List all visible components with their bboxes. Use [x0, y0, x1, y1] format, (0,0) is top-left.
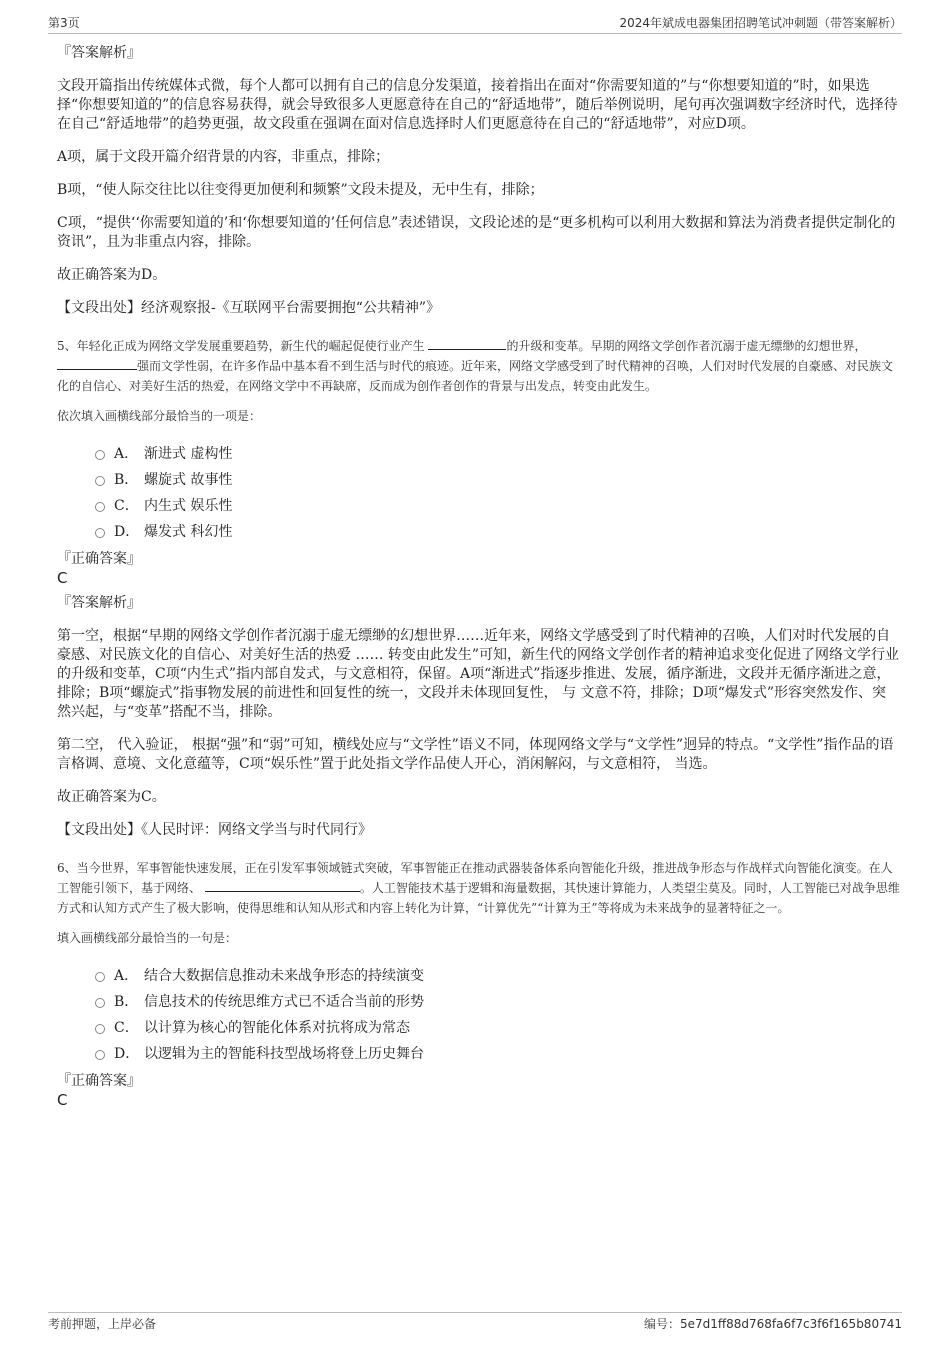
analysis-paragraph: 文段开篇指出传统媒体式微，每个人都可以拥有自己的信息分发渠道，接着指出在面对“你需要知道的”与“你想要知道的”时，如果选择“你想要知道的”的信息容易获得，就会导致很多人更愿意待在自己的“舒适地带”，随后举例说明，尾句再次强调数字经济时代，选择待在自己“舒适地带”的趋势更强，故文段重在强调在面对信息选择时人们更愿意待在自己的“舒适地带”，对应D项。: [57, 78, 898, 132]
correct-answer-statement: 故正确答案为C。: [57, 789, 166, 805]
radio-icon[interactable]: [95, 450, 105, 460]
analysis-label: 『答案解析』: [57, 45, 141, 61]
analysis-paragraph: C项，“提供‘‘你需要知道的’和‘你想要知道的’任何信息”表述错误，文段论述的是“更多机构可以利用大数据和算法为消费者提供定制化的资讯”，且为非重点内容，排除。: [57, 215, 896, 250]
option-a[interactable]: A． 结合大数据信息推动未来战争形态的持续演变: [95, 962, 900, 988]
radio-icon[interactable]: [95, 502, 105, 512]
correct-answer-value: C: [57, 1091, 68, 1109]
source-citation: 【文段出处】《人民时评：网络文学当与时代同行》: [57, 822, 372, 838]
question-stem: 5、年轻化正成为网络文学发展重要趋势，新生代的崛起促使行业产生 的升级和变革。早期的网络文学创作者沉溺于虚无缥缈的幻想世界， 强而文学性弱，在许多作品中基本看不到生活与时代的痕迹。近年来，网络文学感受到了时代精神的召唤，人们对时代发展的自豪感、对民族文化的自信心、对美好生活的热爱，在网络文学中不再缺席，反而成为创作者创作的背景与出发点，转变由此发生。: [57, 339, 894, 393]
radio-icon[interactable]: [95, 972, 105, 982]
options-list: [95, 962, 900, 1066]
radio-icon[interactable]: [95, 476, 105, 486]
radio-icon[interactable]: [95, 998, 105, 1008]
option-c[interactable]: C． 内生式 娱乐性: [95, 492, 900, 518]
radio-icon[interactable]: [95, 1050, 105, 1060]
question-prompt: 填入画横线部分最恰当的一句是：: [57, 931, 238, 945]
option-b[interactable]: B． 螺旋式 故事性: [95, 466, 900, 492]
question-prompt: 依次填入画横线部分最恰当的一项是：: [57, 409, 262, 423]
analysis-label: 『答案解析』: [57, 595, 141, 611]
document-title: 2024年斌成电器集团招聘笔试冲刺题（带答案解析）: [619, 16, 902, 30]
option-c[interactable]: C． 以计算为核心的智能化体系对抗将成为常态: [95, 1014, 900, 1040]
option-d[interactable]: D． 以逻辑为主的智能科技型战场将登上历史舞台: [95, 1040, 900, 1066]
page-number: 第3页: [48, 16, 80, 30]
option-a[interactable]: A． 渐进式 虚构性: [95, 440, 900, 466]
page-footer: [48, 1312, 902, 1334]
analysis-paragraph: 第一空，根据“早期的网络文学创作者沉溺于虚无缥缈的幻想世界……近年来，网络文学感受到了时代精神的召唤，人们对时代发展的自豪感、对民族文化的自信心、对美好生活的热爱 …… 转变由此发生”可知，新生代的网络文学创作者的精神追求变化促进了网络文学行业的升级和变革，C项“内生式”指内部自发式，与文意相符，保留。A项“渐进式”指逐步推进、发展，循序渐进，文段并无循序渐进之意，排除；B项“螺旋式”指事物发展的前进性和回复性的统一，文段并未体现回复性， 与 文意不符，排除；D项“爆发式”形容突然发作、突然兴起，与“变革”搭配不当，排除。: [57, 628, 900, 720]
option-b[interactable]: B． 信息技术的传统思维方式已不适合当前的形势: [95, 988, 900, 1014]
correct-answer-label: 『正确答案』: [57, 551, 141, 567]
radio-icon[interactable]: [95, 528, 105, 538]
document-body: [57, 44, 900, 1116]
question-stem: 6、当今世界，军事智能快速发展，正在引发军事领域链式突破，军事智能正在推动武器装备体系向智能化升级，推进战争形态与作战样式向智能化演变。在人工智能引领下，基于网络、 。人工智能技术基于逻辑和海量数据，其快速计算能力，人类望尘莫及。同时，人工智能已对战争思维方式和认知方式产生了极大影响，使得思维和认知从形式和内容上转化为计算，“计算优先”“计算为王”等将成为未来战争的显著特征之一。: [57, 861, 900, 915]
analysis-paragraph: 第二空， 代入验证， 根据“强”和“弱”可知，横线处应与“文学性”语义不同，体现网络文学与“文学性”迥异的特点。“文学性”指作品的语言格调、意境、文化意蕴等，C项“娱乐性”置于此处指文学作品使人开心，消闲解闷，与文意相符， 当选。: [57, 737, 894, 772]
source-citation: 【文段出处】经济观察报-《互联网平台需要拥抱“公共精神”》: [57, 300, 441, 316]
radio-icon[interactable]: [95, 1024, 105, 1034]
footer-slogan: 考前押题，上岸必备: [48, 1317, 157, 1331]
analysis-paragraph: B项，“使人际交往比以往变得更加便利和频繁”文段未提及，无中生有，排除；: [57, 182, 544, 198]
analysis-paragraph: A项，属于文段开篇介绍背景的内容，非重点，排除；: [57, 149, 390, 165]
correct-answer-label: 『正确答案』: [57, 1073, 141, 1089]
correct-answer-statement: 故正确答案为D。: [57, 267, 167, 283]
fill-blank: [428, 338, 506, 350]
page-header: [48, 14, 902, 34]
fill-blank: [57, 358, 137, 370]
fill-blank: [205, 880, 360, 892]
document-id: 编号：5e7d1ff88d768fa6f7c3f6f165b80741: [643, 1317, 902, 1331]
option-d[interactable]: D． 爆发式 科幻性: [95, 518, 900, 544]
options-list: [95, 440, 900, 544]
correct-answer-value: C: [57, 569, 68, 587]
